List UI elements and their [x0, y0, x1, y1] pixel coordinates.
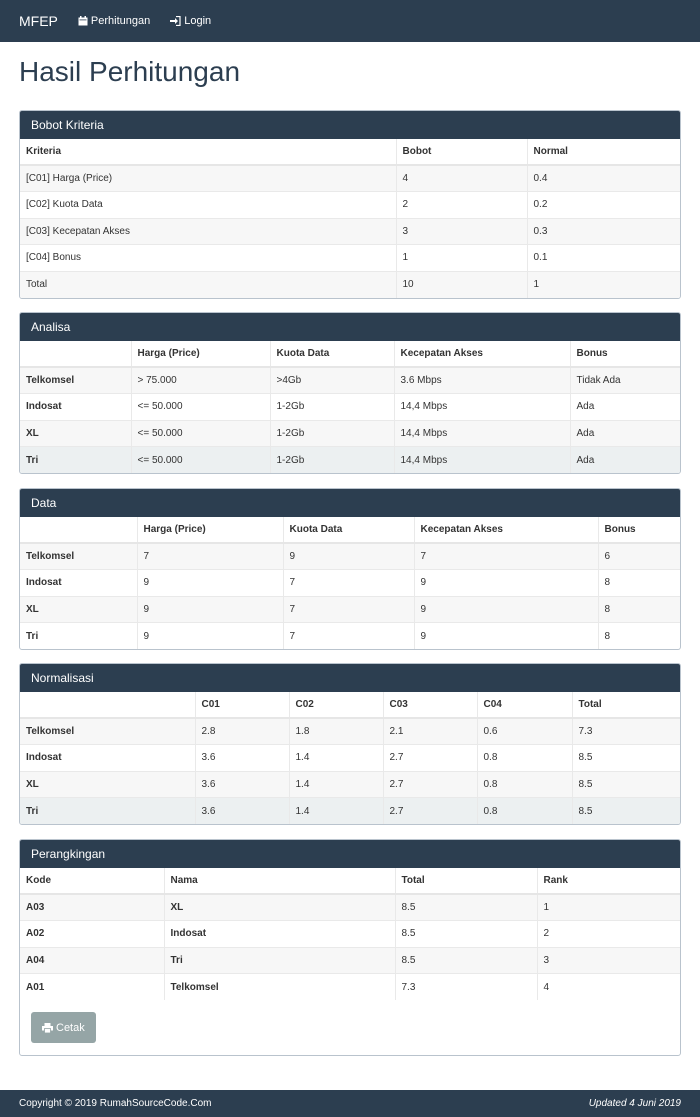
- panel-title: Normalisasi: [20, 664, 680, 692]
- normalisasi-table: [20, 692, 680, 824]
- cell: 0.2: [527, 192, 680, 219]
- page-title: Hasil Perhitungan: [19, 56, 241, 87]
- table-row: [20, 271, 680, 298]
- footer-updated: Updated 4 Juni 2019: [588, 1098, 681, 1109]
- column-header: [20, 692, 195, 718]
- cell: 0.8: [477, 798, 572, 825]
- table-header-row: [20, 517, 680, 543]
- row-name: Tri: [164, 947, 395, 974]
- cell: 3.6: [195, 745, 289, 772]
- cell: 2.8: [195, 718, 289, 745]
- column-header: Harga (Price): [131, 341, 270, 367]
- cell: [C03] Kecepatan Akses: [20, 218, 396, 245]
- cell: 8: [598, 570, 680, 597]
- table-row: [20, 570, 680, 597]
- column-header: Bobot: [396, 139, 527, 165]
- cell: 7.3: [395, 974, 537, 1001]
- column-header: Kecepatan Akses: [414, 517, 598, 543]
- analisa-table: [20, 341, 680, 473]
- cell: 8.5: [572, 798, 680, 825]
- cell: 0.6: [477, 718, 572, 745]
- cell: 0.4: [527, 165, 680, 192]
- cell: 8: [598, 623, 680, 650]
- print-icon: [42, 1023, 53, 1033]
- print-button-label: Cetak: [56, 1021, 85, 1034]
- table-header-row: [20, 868, 680, 894]
- table-row: [20, 192, 680, 219]
- cell: 1.4: [289, 798, 383, 825]
- footer-copyright: Copyright © 2019 RumahSourceCode.Com: [19, 1098, 212, 1109]
- cell: Ada: [570, 394, 680, 421]
- table-row: [20, 623, 680, 650]
- cell: 0.8: [477, 745, 572, 772]
- cell: Ada: [570, 420, 680, 447]
- cell: 14,4 Mbps: [394, 447, 570, 474]
- cell: 1: [537, 894, 680, 921]
- cell: 7: [283, 623, 414, 650]
- table-row: [20, 420, 680, 447]
- column-header: C01: [195, 692, 289, 718]
- cell: 0.8: [477, 771, 572, 798]
- column-header: Bonus: [570, 341, 680, 367]
- column-header: C03: [383, 692, 477, 718]
- cell: 8.5: [395, 894, 537, 921]
- column-header: Kuota Data: [270, 341, 394, 367]
- panel-analisa: [19, 312, 681, 474]
- panel-normalisasi: [19, 663, 681, 825]
- table-row: [20, 718, 680, 745]
- cell: 3: [396, 218, 527, 245]
- nav-perhitungan-label: Perhitungan: [90, 15, 151, 27]
- cell: 1.4: [289, 745, 383, 772]
- cell: 4: [396, 165, 527, 192]
- cell: 2.1: [383, 718, 477, 745]
- table-row: [20, 245, 680, 272]
- cell: 9: [137, 596, 283, 623]
- column-header: Total: [572, 692, 680, 718]
- panel-data: [19, 488, 681, 650]
- nav-login-label: Login: [184, 15, 212, 27]
- cell: [C02] Kuota Data: [20, 192, 396, 219]
- row-name: Indosat: [164, 921, 395, 948]
- cell: 1: [396, 245, 527, 272]
- table-row: [20, 921, 680, 948]
- row-label: Tri: [20, 623, 137, 650]
- cell: 9: [414, 570, 598, 597]
- cell: 9: [283, 543, 414, 570]
- perangkingan-table: [20, 868, 680, 1000]
- table-row: [20, 543, 680, 570]
- navbar: [0, 0, 700, 42]
- cell: Total: [20, 271, 396, 298]
- cell: 9: [414, 596, 598, 623]
- row-label: Tri: [20, 798, 195, 825]
- cell: 3.6: [195, 798, 289, 825]
- table-row: [20, 745, 680, 772]
- nav-login[interactable]: [170, 15, 211, 27]
- column-header: Rank: [537, 868, 680, 894]
- brand-link[interactable]: MFEP: [19, 13, 58, 29]
- cell: 9: [414, 623, 598, 650]
- cell: 1-2Gb: [270, 394, 394, 421]
- column-header: [20, 341, 131, 367]
- column-header: C02: [289, 692, 383, 718]
- login-icon: [170, 16, 181, 26]
- row-label: Indosat: [20, 394, 131, 421]
- row-name: XL: [164, 894, 395, 921]
- row-label: XL: [20, 420, 131, 447]
- cell: 8.5: [395, 947, 537, 974]
- cell: 8.5: [395, 921, 537, 948]
- nav-perhitungan[interactable]: [78, 15, 150, 27]
- cell: <= 50.000: [131, 447, 270, 474]
- panel-title: Bobot Kriteria: [20, 111, 680, 139]
- table-row: [20, 367, 680, 394]
- cell: 3.6: [195, 771, 289, 798]
- cell: 8.5: [572, 745, 680, 772]
- calendar-icon: [78, 16, 88, 26]
- cell: 2: [396, 192, 527, 219]
- table-row: [20, 596, 680, 623]
- table-row: [20, 447, 680, 474]
- panel-bobot-kriteria: [19, 110, 681, 299]
- panel-title: Perangkingan: [20, 840, 680, 868]
- cell: 0.3: [527, 218, 680, 245]
- row-label: XL: [20, 596, 137, 623]
- table-header-row: [20, 139, 680, 165]
- cell: Tidak Ada: [570, 367, 680, 394]
- column-header: [20, 517, 137, 543]
- table-header-row: [20, 341, 680, 367]
- table-row: [20, 947, 680, 974]
- panel-title: Data: [20, 489, 680, 517]
- cell: > 75.000: [131, 367, 270, 394]
- cell: 7: [137, 543, 283, 570]
- row-code: A04: [20, 947, 164, 974]
- cell: 8: [598, 596, 680, 623]
- table-row: [20, 218, 680, 245]
- print-button[interactable]: [31, 1012, 96, 1043]
- cell: 1-2Gb: [270, 447, 394, 474]
- cell: 1-2Gb: [270, 420, 394, 447]
- cell: 9: [137, 570, 283, 597]
- column-header: Kuota Data: [283, 517, 414, 543]
- row-label: Tri: [20, 447, 131, 474]
- cell: 2.7: [383, 745, 477, 772]
- cell: [C04] Bonus: [20, 245, 396, 272]
- cell: Ada: [570, 447, 680, 474]
- data-table: [20, 517, 680, 649]
- cell: <= 50.000: [131, 420, 270, 447]
- row-code: A03: [20, 894, 164, 921]
- column-header: C04: [477, 692, 572, 718]
- column-header: Kecepatan Akses: [394, 341, 570, 367]
- cell: [C01] Harga (Price): [20, 165, 396, 192]
- cell: 14,4 Mbps: [394, 420, 570, 447]
- table-row: [20, 974, 680, 1001]
- cell: 2.7: [383, 771, 477, 798]
- column-header: Harga (Price): [137, 517, 283, 543]
- table-row: [20, 165, 680, 192]
- panel-title: Analisa: [20, 313, 680, 341]
- cell: 6: [598, 543, 680, 570]
- column-header: Total: [395, 868, 537, 894]
- cell: 8.5: [572, 771, 680, 798]
- cell: 4: [537, 974, 680, 1001]
- cell: 3: [537, 947, 680, 974]
- footer: [0, 1090, 700, 1117]
- row-code: A02: [20, 921, 164, 948]
- row-label: Indosat: [20, 570, 137, 597]
- cell: 0.1: [527, 245, 680, 272]
- row-label: Telkomsel: [20, 367, 131, 394]
- column-header: Kriteria: [20, 139, 396, 165]
- cell: 3.6 Mbps: [394, 367, 570, 394]
- row-code: A01: [20, 974, 164, 1001]
- table-row: [20, 798, 680, 825]
- row-name: Telkomsel: [164, 974, 395, 1001]
- column-header: Bonus: [598, 517, 680, 543]
- row-label: Indosat: [20, 745, 195, 772]
- row-label: XL: [20, 771, 195, 798]
- table-header-row: [20, 692, 680, 718]
- column-header: Nama: [164, 868, 395, 894]
- cell: 1.4: [289, 771, 383, 798]
- cell: 2: [537, 921, 680, 948]
- cell: >4Gb: [270, 367, 394, 394]
- cell: 7.3: [572, 718, 680, 745]
- column-header: Normal: [527, 139, 680, 165]
- cell: 7: [414, 543, 598, 570]
- panel-perangkingan: [19, 839, 681, 1056]
- cell: 9: [137, 623, 283, 650]
- cell: 10: [396, 271, 527, 298]
- bobot-kriteria-table: [20, 139, 680, 298]
- cell: 2.7: [383, 798, 477, 825]
- row-label: Telkomsel: [20, 543, 137, 570]
- cell: 14,4 Mbps: [394, 394, 570, 421]
- cell: 7: [283, 570, 414, 597]
- cell: <= 50.000: [131, 394, 270, 421]
- row-label: Telkomsel: [20, 718, 195, 745]
- cell: 7: [283, 596, 414, 623]
- cell: 1.8: [289, 718, 383, 745]
- cell: 1: [527, 271, 680, 298]
- table-row: [20, 894, 680, 921]
- table-row: [20, 771, 680, 798]
- column-header: Kode: [20, 868, 164, 894]
- table-row: [20, 394, 680, 421]
